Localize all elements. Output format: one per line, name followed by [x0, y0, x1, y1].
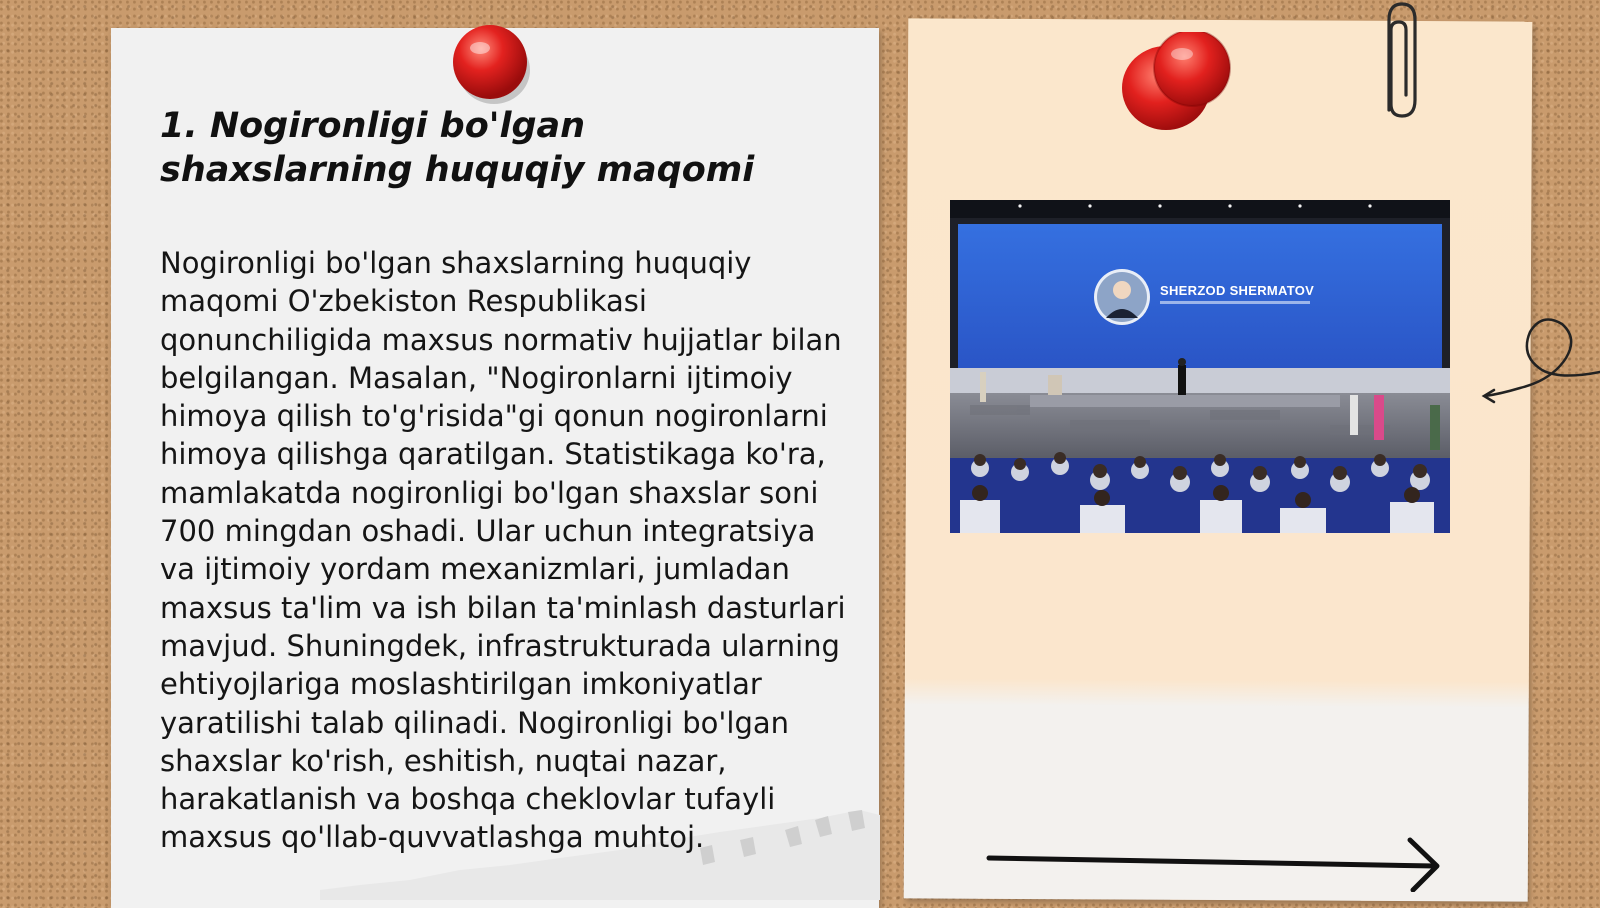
slide-heading: 1. Nogironligi bo'lgan shaxslarning huquqiy maqomi	[160, 106, 755, 190]
pushpin-icon	[1120, 32, 1240, 136]
conference-photo	[950, 200, 1450, 533]
doodle-arrow-icon	[1480, 310, 1600, 410]
pushpin-icon	[450, 22, 534, 106]
body-paragraph: Nogironligi bo'lgan shaxslarning huquqiy maqomi O'zbekiston Respublikasi qonunchiligida maxsus normativ hujjatlar bilan belgilangan. Masalan, "Nogironlarni ijtimoiy himoya qilish to'g'risida"gi qonun nogironlarni himoya qilishga qaratilgan. Statistikaga ko'ra, mamlakatda nogironligi bo'lgan shaxslar soni 700 mingdan oshadi. Ular uchun integratsiya va ijtimoiy yordam mexanizmlari, jumladan maxsus ta'lim va ish bilan ta'minlash dasturlari mavjud. Shuningdek, infrastrukturada ularning ehtiyojlariga moslashtirilgan imkoniyatlar yaratilishi talab qilinadi. Nogironligi bo'lgan shaxslar ko'rish, eshitish, nuqtai nazar, harakatlanish va boshqa cheklovlar tufayli maxsus qo'llab-quvvatlashga muhtoj.	[160, 246, 846, 855]
paperclip-icon	[1375, 0, 1425, 125]
conference-photo-illustration	[950, 200, 1450, 533]
screen-speaker-name: SHERZOD SHERMATOV	[1160, 283, 1315, 298]
arrow-right-icon	[985, 832, 1455, 892]
